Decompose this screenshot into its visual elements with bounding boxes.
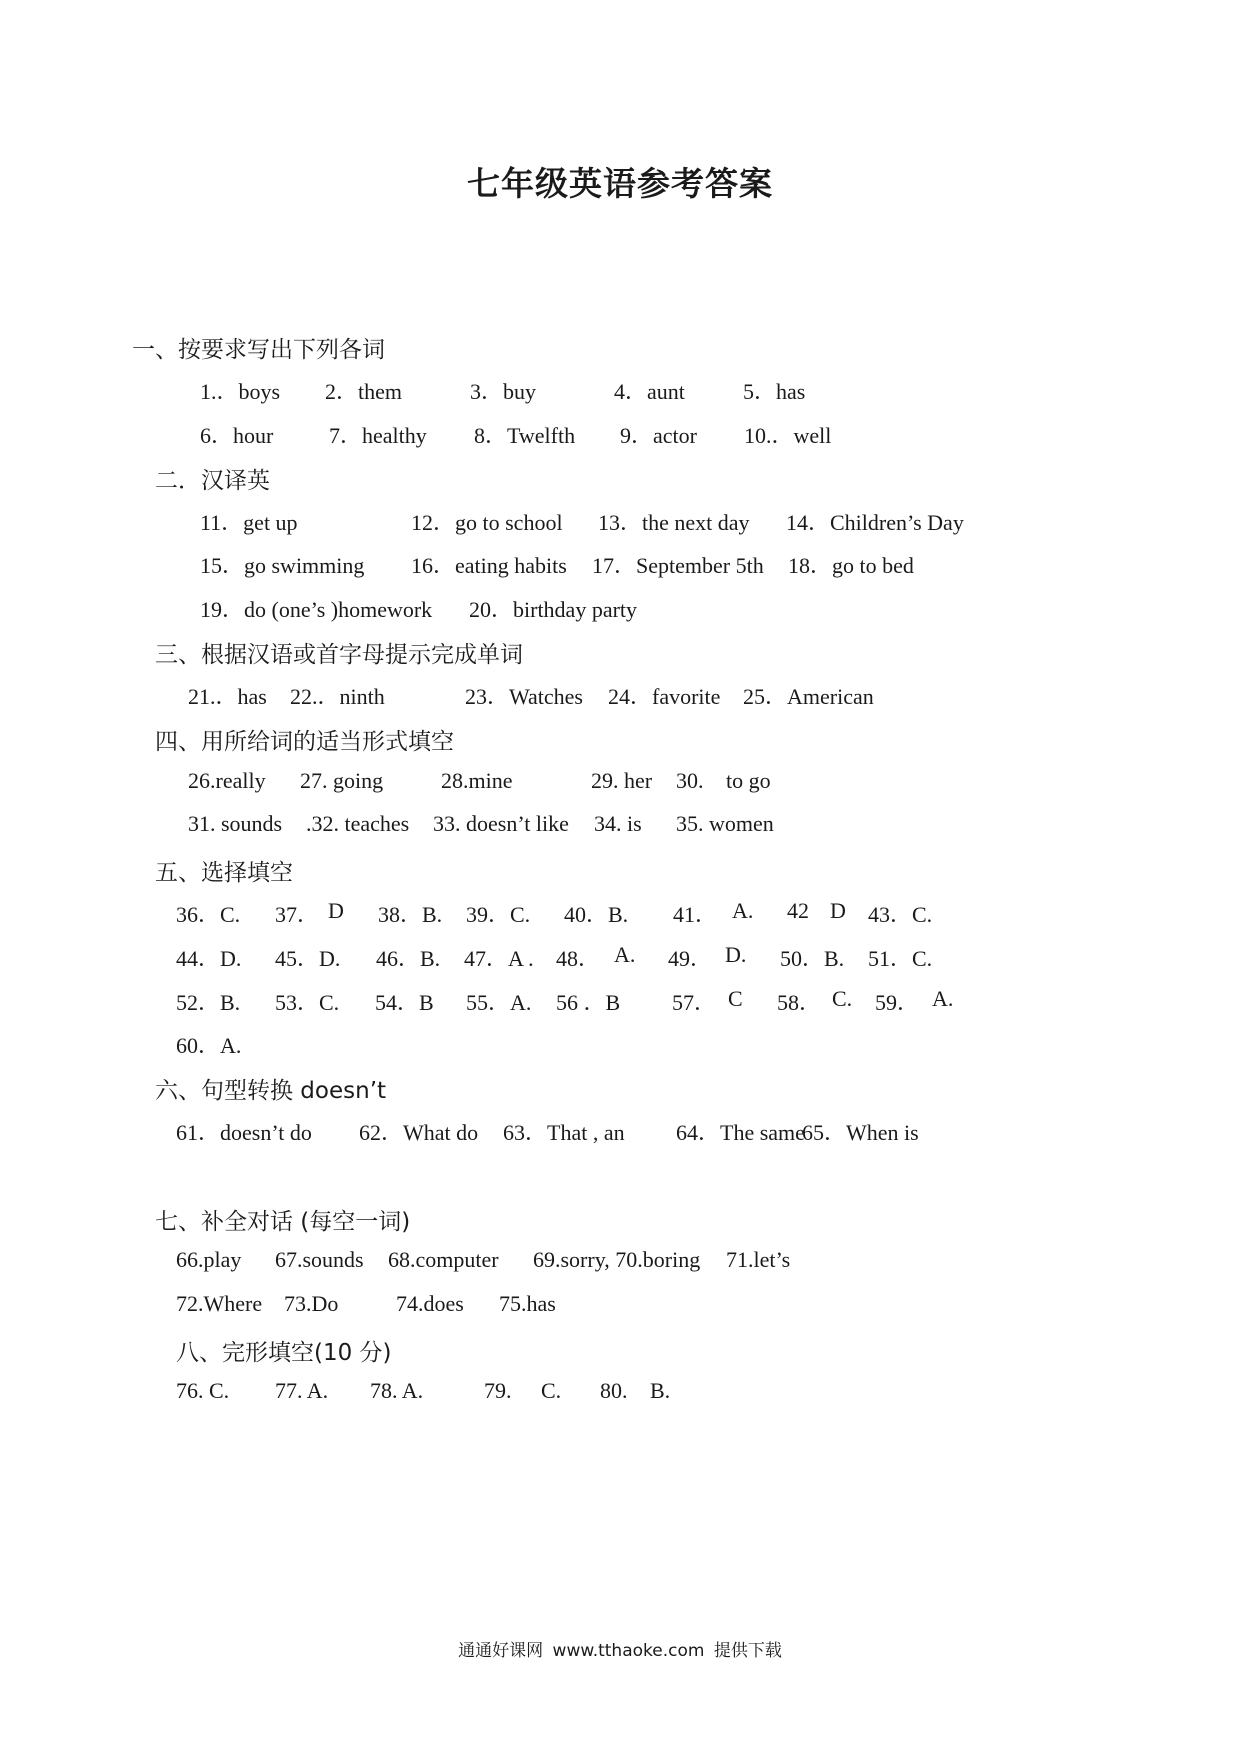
page-title: 七年级英语参考答案 xyxy=(467,164,773,203)
answer-row xyxy=(0,768,1240,798)
answer-item: 7．healthy xyxy=(329,423,427,448)
answer-item: D xyxy=(830,898,846,923)
answer-item: A. xyxy=(732,898,754,923)
answer-row xyxy=(0,986,1240,1016)
answer-item: 51．C. xyxy=(868,946,933,971)
answer-item: 50．B. xyxy=(780,946,845,971)
answer-item: 26.really xyxy=(188,768,266,793)
answer-item: 44．D. xyxy=(176,946,242,971)
answer-row xyxy=(0,419,1240,449)
answer-item: 15．go swimming xyxy=(200,553,365,578)
section-heading: 一、按要求写出下列各词 xyxy=(132,337,385,363)
answer-item: 39．C. xyxy=(466,902,531,927)
answer-item: 66.play xyxy=(176,1247,242,1272)
answer-item: 27. going xyxy=(300,768,384,793)
answer-item: 22.．ninth xyxy=(290,684,385,709)
answer-item: 61．doesn’t do xyxy=(176,1120,312,1145)
answer-item: 57． xyxy=(672,990,717,1015)
answer-item: 36．C. xyxy=(176,902,241,927)
answer-item: 41． xyxy=(673,902,718,927)
section-heading: 二．汉译英 xyxy=(155,468,270,494)
answer-item: C. xyxy=(832,986,853,1011)
answer-item: C xyxy=(728,986,743,1011)
answer-item: 55．A. xyxy=(466,990,532,1015)
answer-item: 18．go to bed xyxy=(788,553,914,578)
answer-item: 56 ．B xyxy=(556,990,621,1015)
answer-item: 46．B. xyxy=(376,946,441,971)
answer-row xyxy=(0,680,1240,710)
section-heading: 六、句型转换 doesn’t xyxy=(155,1078,387,1104)
answer-item: 75.has xyxy=(499,1291,556,1316)
answer-item: D xyxy=(328,898,344,923)
answer-row xyxy=(0,593,1240,623)
answer-item: 67.sounds xyxy=(275,1247,364,1272)
answer-item: 58． xyxy=(777,990,822,1015)
answer-row xyxy=(0,1247,1240,1277)
answer-item: 63．That , an xyxy=(503,1120,625,1145)
answer-row xyxy=(0,1378,1240,1408)
answer-row xyxy=(0,1029,1240,1059)
answer-item: 53．C. xyxy=(275,990,340,1015)
section-heading: 三、根据汉语或首字母提示完成单词 xyxy=(155,642,523,668)
answer-item: 19．do (one’s )homework xyxy=(200,597,433,622)
answer-item: 3．buy xyxy=(470,379,537,404)
answer-item: 69.sorry, 70.boring xyxy=(533,1247,701,1272)
section-heading: 五、选择填空 xyxy=(155,860,293,886)
answer-item: 80. xyxy=(600,1378,628,1403)
answer-row xyxy=(0,898,1240,928)
answer-item: 8．Twelfth xyxy=(474,423,576,448)
answer-row xyxy=(0,506,1240,536)
answer-item: 71.let’s xyxy=(726,1247,791,1272)
answer-item: D. xyxy=(725,942,747,967)
answer-item: 34. is xyxy=(594,811,642,836)
answer-item: 28.mine xyxy=(441,768,513,793)
answer-item: 40．B. xyxy=(564,902,629,927)
section-heading: 四、用所给词的适当形式填空 xyxy=(155,729,454,755)
answer-row xyxy=(0,942,1240,972)
answer-item: 17．September 5th xyxy=(592,553,764,578)
section-heading: 八、完形填空(10 分) xyxy=(176,1340,392,1366)
answer-item: 65．When is xyxy=(802,1120,919,1145)
answer-item: 4．aunt xyxy=(614,379,685,404)
answer-item: 23．Watches xyxy=(465,684,583,709)
footer-credit: 通通好课网 www.tthaoke.com 提供下载 xyxy=(458,1641,782,1661)
answer-item: 20．birthday party xyxy=(469,597,638,622)
answer-item: A. xyxy=(932,986,954,1011)
answer-item: 73.Do xyxy=(284,1291,339,1316)
answer-item: 54．B xyxy=(375,990,434,1015)
answer-item: B. xyxy=(650,1378,671,1403)
answer-item: A. xyxy=(614,942,636,967)
answer-item: 79. xyxy=(484,1378,512,1403)
answer-item: 29. her xyxy=(591,768,653,793)
answer-item: 25．American xyxy=(743,684,874,709)
answer-item: 6．hour xyxy=(200,423,274,448)
answer-item: 76. C. xyxy=(176,1378,230,1403)
answer-row xyxy=(0,1291,1240,1321)
answer-item: 45．D. xyxy=(275,946,341,971)
answer-item: 10.．well xyxy=(744,423,832,448)
answer-row xyxy=(0,1116,1240,1146)
answer-item: 78. A. xyxy=(370,1378,424,1403)
answer-item: 11．get up xyxy=(200,510,298,535)
answer-item: 48． xyxy=(556,946,601,971)
answer-item: 24．favorite xyxy=(608,684,721,709)
answer-item: 60．A. xyxy=(176,1033,242,1058)
answer-item: 9．actor xyxy=(620,423,697,448)
answer-item: 38．B. xyxy=(378,902,443,927)
answer-item: 52．B. xyxy=(176,990,241,1015)
answer-item: 1.．boys xyxy=(200,379,281,404)
answer-item: 13．the next day xyxy=(598,510,750,535)
answer-row xyxy=(0,375,1240,405)
answer-item: .32. teaches xyxy=(306,811,410,836)
answer-item: 64．The same xyxy=(676,1120,805,1145)
answer-item: to go xyxy=(726,768,771,793)
answer-item: 33. doesn’t like xyxy=(433,811,569,836)
answer-item: 47．A . xyxy=(464,946,534,971)
answer-item: C. xyxy=(541,1378,562,1403)
answer-item: 31. sounds xyxy=(188,811,283,836)
answer-item: 72.Where xyxy=(176,1291,263,1316)
answer-row xyxy=(0,549,1240,579)
answer-item: 43．C. xyxy=(868,902,933,927)
answer-item: 68.computer xyxy=(388,1247,499,1272)
answer-item: 16．eating habits xyxy=(411,553,567,578)
answer-row xyxy=(0,811,1240,841)
answer-item: 77. A. xyxy=(275,1378,329,1403)
answer-item: 12．go to school xyxy=(411,510,563,535)
answer-item: 2．them xyxy=(325,379,402,404)
answer-item: 74.does xyxy=(396,1291,464,1316)
answer-item: 5．has xyxy=(743,379,806,404)
answer-item: 37． xyxy=(275,902,320,927)
section-heading: 七、补全对话 (每空一词) xyxy=(155,1209,411,1235)
answer-item: 59． xyxy=(875,990,920,1015)
answer-item: 42 xyxy=(787,898,809,923)
answer-item: 49． xyxy=(668,946,713,971)
answer-item: 14．Children’s Day xyxy=(786,510,964,535)
answer-item: 30. xyxy=(676,768,704,793)
answer-item: 35. women xyxy=(676,811,774,836)
answer-item: 62．What do xyxy=(359,1120,479,1145)
answer-item: 21.．has xyxy=(188,684,267,709)
